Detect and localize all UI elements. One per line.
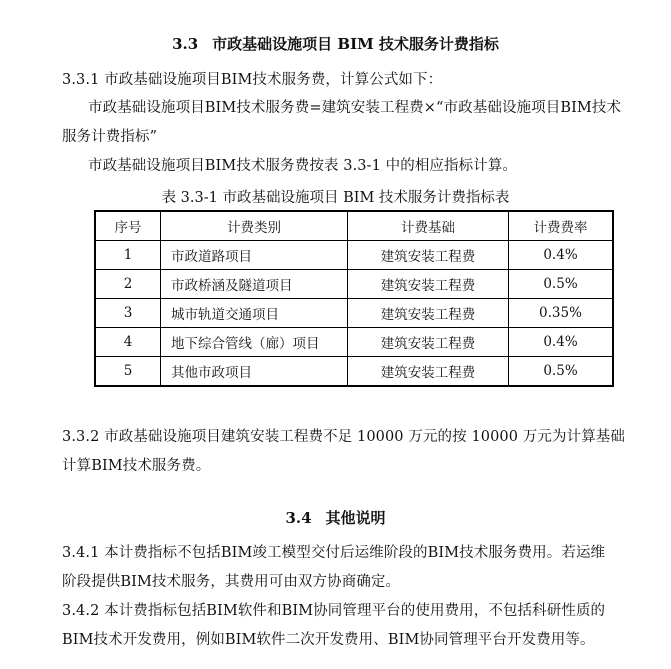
cell-no: 5 <box>95 357 161 387</box>
header-no: 序号 <box>95 211 161 241</box>
header-basis: 计费基础 <box>348 211 509 241</box>
table-row <box>95 357 613 387</box>
cell-basis: 建筑安装工程费 <box>348 299 509 328</box>
cell-basis: 建筑安装工程费 <box>348 357 509 387</box>
table-row <box>95 299 613 328</box>
paragraph-3-3-2-line-1: 3.3.2 市政基础设施项目建筑安装工程费不足 10000 万元的按 10000 万元为计算基础 <box>62 429 625 445</box>
table-row <box>95 328 613 357</box>
cell-rate: 0.5% <box>509 357 614 387</box>
cell-category: 市政桥涵及隧道项目 <box>161 270 348 299</box>
section-number: 3.3 <box>172 35 199 53</box>
paragraph-3-3-2-line-2: 计算BIM技术服务费。 <box>62 458 211 474</box>
section-number: 3.4 <box>285 509 312 527</box>
fee-rate-table <box>94 210 614 387</box>
cell-category: 其他市政项目 <box>161 357 348 387</box>
cell-no: 2 <box>95 270 161 299</box>
paragraph-table-reference: 市政基础设施项目BIM技术服务费按表 3.3-1 中的相应指标计算。 <box>88 158 518 174</box>
paragraph-3-4-1-line-1: 3.4.1 本计费指标不包括BIM竣工模型交付后运维阶段的BIM技术服务费用。若运维 <box>62 545 606 561</box>
cell-rate: 0.4% <box>509 241 614 270</box>
section-3-4-heading <box>0 507 671 528</box>
cell-rate: 0.5% <box>509 270 614 299</box>
header-category: 计费类别 <box>161 211 348 241</box>
cell-category: 市政道路项目 <box>161 241 348 270</box>
formula-line-2: 服务计费指标” <box>62 129 158 145</box>
cell-basis: 建筑安装工程费 <box>348 328 509 357</box>
cell-rate: 0.4% <box>509 328 614 357</box>
cell-basis: 建筑安装工程费 <box>348 270 509 299</box>
cell-category: 城市轨道交通项目 <box>161 299 348 328</box>
paragraph-3-4-1-line-2: 阶段提供BIM技术服务，其费用可由双方协商确定。 <box>62 574 401 590</box>
paragraph-3-4-2-line-2: BIM技术开发费用，例如BIM软件二次开发费用、BIM协同管理平台开发费用等。 <box>62 632 595 648</box>
cell-basis: 建筑安装工程费 <box>348 241 509 270</box>
paragraph-3-4-2-line-1: 3.4.2 本计费指标包括BIM软件和BIM协同管理平台的使用费用，不包括科研性质的 <box>62 603 606 619</box>
table-row <box>95 241 613 270</box>
formula-line-1: 市政基础设施项目BIM技术服务费=建筑安装工程费×“市政基础设施项目BIM技术 <box>88 100 622 116</box>
section-title: 市政基础设施项目 BIM 技术服务计费指标 <box>212 35 499 53</box>
table-header-row <box>95 211 613 241</box>
table-caption: 表 3.3-1 市政基础设施项目 BIM 技术服务计费指标表 <box>161 190 510 206</box>
section-3-3-heading <box>0 33 671 54</box>
cell-category: 地下综合管线（廊）项目 <box>161 328 348 357</box>
cell-no: 4 <box>95 328 161 357</box>
paragraph-3-3-1: 3.3.1 市政基础设施项目BIM技术服务费，计算公式如下： <box>62 72 443 88</box>
table-row <box>95 270 613 299</box>
section-title: 其他说明 <box>325 509 386 527</box>
cell-no: 1 <box>95 241 161 270</box>
header-rate: 计费费率 <box>509 211 614 241</box>
cell-rate: 0.35% <box>509 299 614 328</box>
cell-no: 3 <box>95 299 161 328</box>
